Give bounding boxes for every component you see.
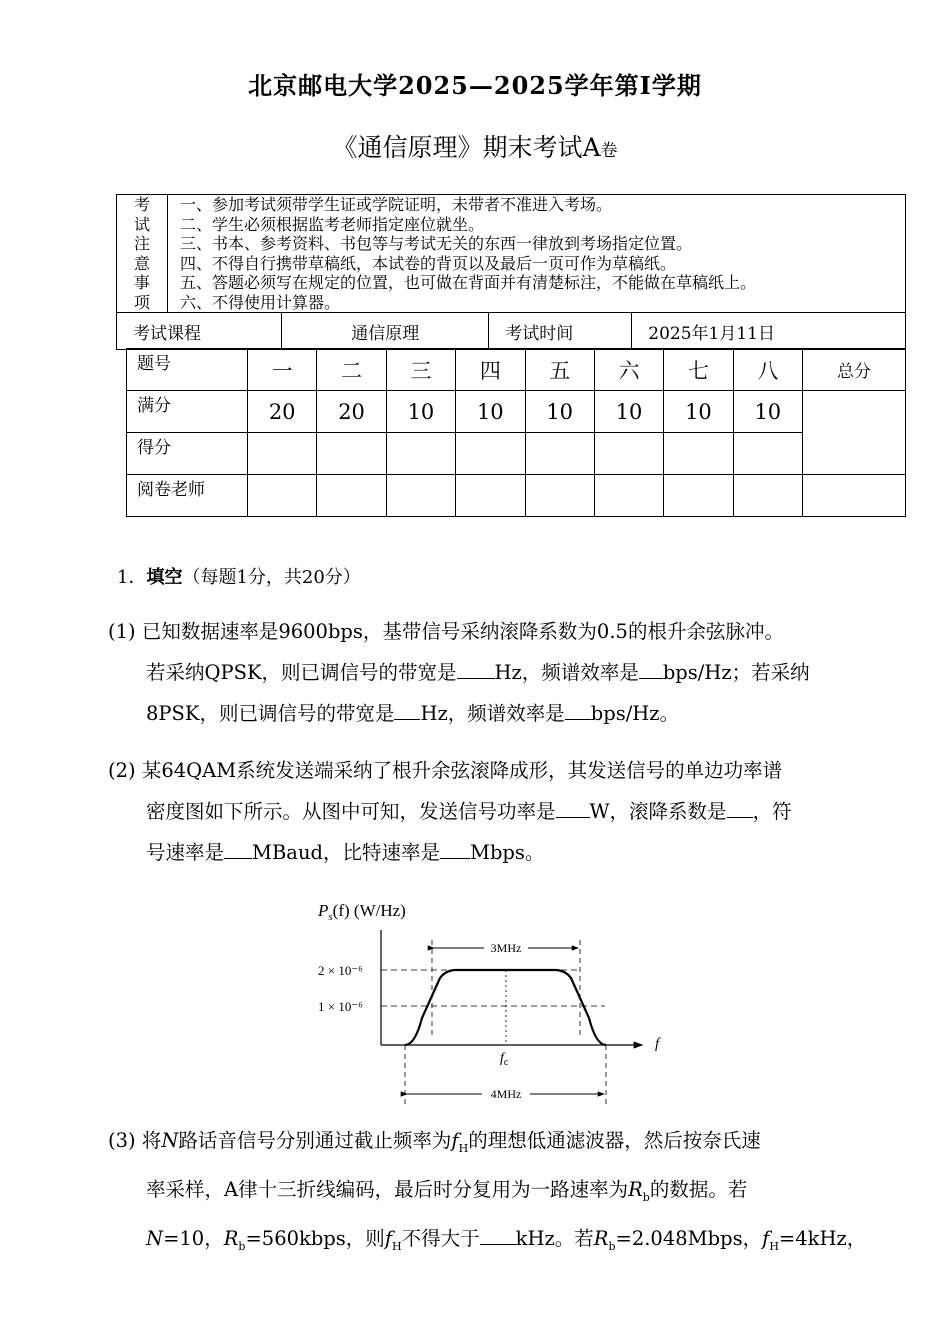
q3-var: f	[451, 1129, 459, 1152]
q2-line2	[108, 791, 873, 832]
q3-text: 路话音信号分别通过截止频率为	[178, 1129, 452, 1152]
y-axis-label: $P_s(f)$ (W/Hz)	[318, 901, 406, 923]
row-label-full-marks: 满分	[127, 391, 248, 433]
question-number: 六	[594, 349, 663, 391]
q3-text: =2.048Mbps，	[615, 1226, 763, 1250]
q2-line1: 某64QAM系统发送端采纳了根升余弦滚降成形，其发送信号的单边功率谱	[141, 759, 783, 782]
notice-rule: 四、不得自行携带草稿纸，本试卷的背页以及最后一页可作为草稿纸。	[180, 253, 677, 273]
full-mark: 20	[248, 391, 317, 433]
section-heading	[117, 563, 361, 589]
question-number: 五	[525, 349, 594, 391]
question-number: 三	[386, 349, 455, 391]
q3-line3	[108, 1218, 873, 1267]
answer-blank[interactable]	[457, 658, 495, 679]
q3-text: 将	[141, 1129, 162, 1152]
x-axis-label: f	[655, 1036, 660, 1052]
q3-var: f	[762, 1226, 770, 1250]
section-number: 1．	[117, 567, 147, 588]
grader-cell[interactable]	[317, 475, 386, 517]
question-1	[108, 611, 873, 734]
y-tick-2: 2 × 10⁻⁶	[318, 963, 363, 978]
grader-cell[interactable]	[248, 475, 317, 517]
q2-number: (2)	[108, 759, 136, 782]
q1-text: bps/Hz。	[590, 702, 680, 725]
q3-var: f	[384, 1226, 393, 1250]
score-cell[interactable]	[594, 433, 663, 475]
full-mark: 10	[733, 391, 802, 433]
answer-blank[interactable]	[480, 1224, 516, 1245]
score-cell[interactable]	[664, 433, 733, 475]
notice-vertical-label	[117, 195, 168, 313]
total-score-cell[interactable]	[803, 391, 906, 475]
q3-text: =10，	[163, 1226, 224, 1250]
q1-text: 若采纳QPSK，则已调信号的带宽是	[146, 661, 457, 684]
full-mark: 10	[664, 391, 733, 433]
grader-cell[interactable]	[803, 475, 906, 517]
q3-var: R	[628, 1177, 643, 1201]
q2-text: ，符	[752, 800, 792, 823]
notice-label-char: 注	[133, 234, 150, 253]
score-cell[interactable]	[386, 433, 455, 475]
question-number: 四	[456, 349, 525, 391]
question-number: 二	[317, 349, 386, 391]
full-mark: 10	[594, 391, 663, 433]
answer-blank[interactable]	[440, 838, 470, 859]
grader-cell[interactable]	[525, 475, 594, 517]
notice-rules	[168, 195, 906, 313]
q2-text: 号速率是	[146, 841, 225, 864]
course-label: 考试课程	[117, 313, 282, 350]
notice-rule: 三、书本、参考资料、书包等与考试无关的东西一律放到考场指定位置。	[180, 234, 693, 253]
q3-line2	[108, 1169, 873, 1218]
psd-curve	[405, 970, 606, 1045]
q3-number: (3)	[108, 1129, 136, 1152]
notice-rule: 六、不得使用计算器。	[180, 292, 341, 312]
subtitle-a: A	[582, 133, 601, 162]
question-number: 八	[733, 349, 802, 391]
center-freq-label: $f_c$	[500, 1051, 509, 1068]
q1-text: Hz，频谱效率是	[494, 661, 639, 684]
score-cell[interactable]	[248, 433, 317, 475]
question-number: 七	[664, 349, 733, 391]
notice-rule: 五、答题必须写在规定的位置，也可做在背面并有清楚标注，不能做在草稿纸上。	[180, 273, 757, 292]
grader-cell[interactable]	[594, 475, 663, 517]
question-2	[108, 750, 873, 873]
q1-number: (1)	[108, 620, 136, 643]
q1-line1: 已知数据速率是9600bps，基带信号采纳滚降系数为0.5的根升余弦脉冲。	[141, 620, 784, 643]
q2-text: Mbps。	[469, 841, 545, 864]
q1-line2	[108, 652, 873, 693]
notice-label-char: 项	[133, 292, 150, 312]
notice-label-char: 试	[133, 214, 150, 234]
score-cell[interactable]	[525, 433, 594, 475]
score-cell[interactable]	[317, 433, 386, 475]
q3-var: R	[223, 1226, 239, 1250]
answer-blank[interactable]	[639, 658, 663, 679]
width-4mhz-label: 4MHz	[490, 1087, 522, 1101]
q3-var: N	[146, 1226, 164, 1250]
q3-text: 率采样，A律十三折线编码，最后时分复用为一路速率为	[146, 1177, 629, 1201]
q3-text: kHz。若	[515, 1226, 594, 1250]
time-label: 考试时间	[489, 313, 632, 350]
row-label-score: 得分	[127, 433, 248, 475]
q3-var: N	[161, 1129, 179, 1152]
answer-blank[interactable]	[556, 797, 590, 818]
q3-sub: b	[238, 1239, 246, 1253]
grader-cell[interactable]	[733, 475, 802, 517]
grader-cell[interactable]	[386, 475, 455, 517]
grader-cell[interactable]	[664, 475, 733, 517]
q1-text: bps/Hz；若采纳	[662, 661, 810, 684]
grader-cell[interactable]	[456, 475, 525, 517]
notice-label-char: 考	[133, 195, 150, 214]
q3-text: =4kHz，	[778, 1226, 867, 1250]
answer-blank[interactable]	[224, 838, 252, 859]
question-number: 一	[248, 349, 317, 391]
q3-sub: H	[392, 1239, 402, 1253]
q1-text: Hz，频谱效率是	[420, 702, 565, 725]
total-label: 总分	[803, 349, 906, 391]
notice-rule: 二、学生必须根据监考老师指定座位就坐。	[180, 214, 485, 234]
exam-title: 北京邮电大学2025—2025学年第Ⅰ学期	[248, 71, 702, 100]
q3-text: 的数据。若	[649, 1177, 748, 1201]
q3-sub: H	[769, 1239, 779, 1253]
notice-label-char: 事	[133, 273, 150, 292]
full-mark: 10	[525, 391, 594, 433]
section-title: 填空	[146, 567, 183, 588]
q2-line3	[108, 832, 873, 873]
time-value: 2025年1月11日	[632, 313, 906, 350]
score-cell[interactable]	[733, 433, 802, 475]
q2-text: MBaud，比特速率是	[252, 841, 440, 864]
q3-text: 不得大于	[401, 1226, 480, 1250]
score-cell[interactable]	[456, 433, 525, 475]
notice-rule: 一、参加考试须带学生证或学院证明，未带者不准进入考场。	[180, 195, 613, 214]
answer-blank[interactable]	[727, 797, 753, 818]
q1-text: 8PSK，则已调信号的带宽是	[146, 702, 395, 725]
row-label-grader: 阅卷老师	[127, 475, 248, 517]
q3-var: R	[593, 1226, 609, 1250]
q2-text: W，滚降系数是	[589, 800, 727, 823]
full-mark: 10	[386, 391, 455, 433]
q3-sub: b	[608, 1239, 616, 1253]
q3-sub: H	[458, 1141, 469, 1155]
width-3mhz-label: 3MHz	[490, 941, 522, 955]
full-mark: 10	[456, 391, 525, 433]
q3-sub: b	[642, 1190, 650, 1204]
subtitle-main: 《通信原理》期末考试	[332, 133, 583, 162]
notice-table	[116, 194, 906, 350]
score-table	[126, 348, 906, 517]
q2-text: 密度图如下所示。从图中可知，发送信号功率是	[146, 800, 556, 823]
full-mark: 20	[317, 391, 386, 433]
section-note: （每题1分，共20分）	[182, 567, 361, 588]
notice-label-char: 意	[133, 253, 150, 273]
q1-line3	[108, 693, 873, 734]
q3-text: 的理想低通滤波器，然后按奈氏速	[468, 1129, 761, 1152]
q3-text: =560kbps，则	[245, 1226, 385, 1250]
exam-subtitle	[0, 128, 950, 164]
answer-blank[interactable]	[565, 699, 591, 720]
answer-blank[interactable]	[394, 699, 420, 720]
course-value: 通信原理	[282, 313, 489, 350]
y-tick-1: 1 × 10⁻⁶	[318, 999, 363, 1014]
question-3	[108, 1120, 873, 1267]
psd-figure	[300, 888, 680, 1113]
subtitle-juan: 卷	[600, 141, 618, 161]
row-label-question: 题号	[127, 349, 248, 391]
